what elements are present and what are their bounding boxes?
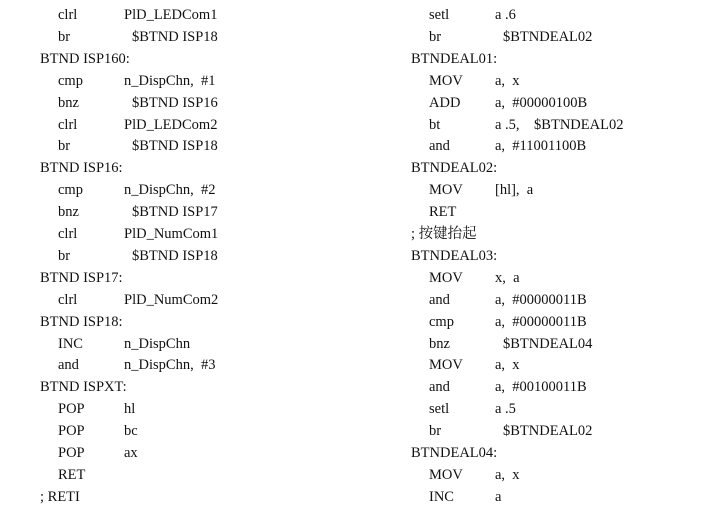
code-operands: PlD_NumCom1 (124, 226, 219, 242)
code-line (0, 354, 340, 376)
code-line (0, 376, 340, 398)
code-opcode: setl (429, 401, 450, 418)
code-line (411, 289, 701, 311)
code-opcode: bnz (58, 204, 79, 221)
code-line (0, 157, 340, 179)
code-label: BTND ISP16: (40, 160, 123, 177)
code-operands: a .5, $BTNDEAL02 (495, 116, 624, 133)
code-line (411, 333, 701, 355)
code-label: BTND ISP18: (40, 313, 123, 330)
code-line (411, 4, 701, 26)
code-line (411, 267, 701, 289)
code-line (411, 157, 701, 179)
code-opcode: clrl (58, 7, 78, 23)
code-opcode: POP (58, 401, 85, 418)
code-operands: a, #00000011B (495, 313, 587, 330)
code-operands: n_DispChn, #3 (124, 357, 216, 374)
code-line (411, 464, 701, 486)
code-operands: x, a (495, 269, 520, 286)
code-operands: $BTND ISP18 (132, 28, 218, 45)
code-opcode: bt (429, 116, 441, 133)
code-line (0, 289, 340, 311)
code-operands: [hl], a (495, 182, 534, 199)
code-opcode: INC (429, 488, 454, 505)
code-line (0, 420, 340, 442)
code-opcode: bnz (429, 335, 450, 352)
code-opcode: clrl (58, 291, 78, 308)
code-line (0, 114, 340, 136)
code-operands: $BTND ISP16 (132, 94, 218, 111)
code-opcode: and (58, 357, 79, 374)
code-opcode: MOV (429, 72, 463, 89)
code-line (411, 26, 701, 48)
code-operands: PlD_NumCom2 (124, 291, 219, 308)
code-opcode: RET (58, 466, 86, 483)
code-operands: a, #00000100B (495, 94, 588, 111)
code-opcode: bnz (58, 94, 79, 111)
code-opcode: cmp (58, 182, 83, 199)
code-operands: bc (124, 423, 138, 440)
code-line (411, 201, 701, 223)
code-operands: $BTNDEAL04 (503, 335, 593, 352)
code-line (411, 311, 701, 333)
code-operands: n_DispChn, #2 (124, 182, 216, 199)
code-operands: PlD_LEDCom1 (124, 7, 218, 23)
code-operands: n_DispChn, #1 (124, 72, 216, 89)
code-comment: ; RETI (40, 488, 80, 505)
code-line (0, 398, 340, 420)
code-opcode: br (58, 28, 71, 45)
code-opcode: POP (58, 423, 85, 440)
code-line (0, 442, 340, 464)
code-line (411, 135, 701, 157)
code-label: BTNDEAL01: (411, 50, 498, 67)
code-line (411, 398, 701, 420)
code-label: BTNDEAL03: (411, 247, 498, 264)
code-line (0, 179, 340, 201)
code-line (411, 70, 701, 92)
code-opcode: INC (58, 335, 83, 352)
code-comment: ; 按键抬起 (411, 226, 477, 242)
code-label: BTND ISP17: (40, 269, 123, 286)
code-opcode: setl (429, 7, 450, 23)
code-operands: $BTNDEAL02 (503, 423, 593, 440)
code-line (0, 486, 340, 508)
code-operands: a, x (495, 72, 520, 89)
code-line (411, 48, 701, 70)
code-line (411, 245, 701, 267)
code-opcode: and (429, 291, 450, 308)
code-operands: $BTND ISP17 (132, 204, 218, 221)
code-operands: a, x (495, 357, 520, 374)
code-operands: $BTNDEAL02 (503, 28, 593, 45)
code-operands: PlD_LEDCom2 (124, 116, 218, 133)
code-operands: n_DispChn (124, 335, 191, 352)
code-line (0, 70, 340, 92)
code-label: BTNDEAL04: (411, 445, 498, 461)
code-line (411, 354, 701, 376)
code-opcode: cmp (429, 313, 454, 330)
code-opcode: cmp (58, 72, 83, 89)
code-operands: a .5 (495, 401, 516, 418)
code-line (0, 333, 340, 355)
code-opcode: ADD (429, 94, 461, 111)
code-opcode: MOV (429, 466, 463, 483)
code-line (411, 442, 701, 464)
code-opcode: clrl (58, 116, 78, 133)
code-operands: a, #00000011B (495, 291, 587, 308)
code-opcode: and (429, 138, 450, 155)
code-line (0, 26, 340, 48)
code-opcode: MOV (429, 357, 463, 374)
code-opcode: br (429, 423, 442, 440)
code-opcode: clrl (58, 226, 78, 242)
code-line (0, 135, 340, 157)
code-label: BTND ISP160: (40, 50, 130, 67)
code-listing-left (0, 0, 340, 510)
code-line (0, 92, 340, 114)
code-operands: $BTND ISP18 (132, 247, 218, 264)
code-line (0, 223, 340, 245)
code-opcode: and (429, 379, 450, 396)
code-operands: a, #11001100B (495, 138, 587, 155)
code-line (411, 420, 701, 442)
code-opcode: br (58, 138, 71, 155)
code-opcode: POP (58, 445, 85, 461)
code-line (411, 92, 701, 114)
code-operands: a .6 (495, 7, 516, 23)
code-operands: ax (124, 445, 138, 461)
code-operands: a, x (495, 466, 520, 483)
code-line (0, 245, 340, 267)
code-opcode: br (58, 247, 71, 264)
code-opcode: br (429, 28, 442, 45)
code-line (411, 376, 701, 398)
code-label: BTND ISPXT: (40, 379, 127, 396)
code-operands: $BTND ISP18 (132, 138, 218, 155)
code-line (411, 486, 701, 508)
code-opcode: RET (429, 204, 457, 221)
code-line (0, 48, 340, 70)
code-line (0, 267, 340, 289)
code-operands: hl (124, 401, 136, 418)
code-listing-right (411, 0, 701, 510)
code-line (0, 464, 340, 486)
code-opcode: MOV (429, 269, 463, 286)
code-line (0, 201, 340, 223)
code-line (0, 311, 340, 333)
code-line (411, 223, 701, 245)
code-line (0, 4, 340, 26)
code-label: BTNDEAL02: (411, 160, 498, 177)
code-opcode: MOV (429, 182, 463, 199)
code-operands: a, #00100011B (495, 379, 587, 396)
code-operands: a (495, 488, 502, 505)
code-line (411, 179, 701, 201)
code-line (411, 114, 701, 136)
